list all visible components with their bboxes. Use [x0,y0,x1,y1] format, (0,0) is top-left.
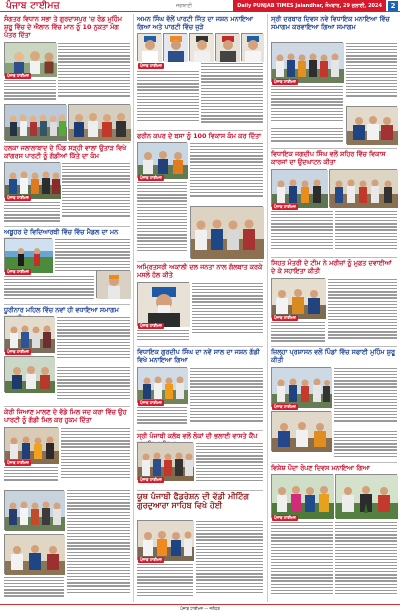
byline-badge: ਪੰਜਾਬ ਟਾਈਮਜ਼ [140,477,162,482]
headline-a4: ਧੂਰੀਨਾਰ ਮਹਿਲ ਵਿੱਚ ਨਵਾਂ ਹੀ ਵਧਾਇਆ ਸਮਾਗਮ [4,306,119,314]
article-photo [346,106,397,144]
article-photo [4,104,66,140]
article-photo [271,474,333,518]
headline-c5: ਵਿਸ਼ੇਸ਼ ਪੌਦਾ ਰੋਪਣ ਦਿਵਸ ਮਨਾਇਆ ਗਿਆ [271,464,370,472]
byline-badge: ਪੰਜਾਬ ਟਾਈਮਜ਼ [7,460,29,465]
headline-c2: ਵਿਧਾਇਕ ਜਗਦੀਪ ਸਿੰਘ ਵਲੋਂ ਸ਼ਹਿਰ ਵਿੱਚ ਵਿਕਾਸ ਕਾਰਜਾਂ ਦਾ ਉਦਘਾਟਨ ਕੀਤਾ [271,150,386,166]
headline-a1: ਸੰਗਤਰ ਵਿਧਾਨ ਸਭਾ ਤੇ ਗੁਰਦਾਸਪੁਰ 'ਚ ਰੋਡ ਮੁਹਿੰਮ ਸ਼ੁਰੂ ਵਿੱਚ ਦੇ ਐਲਾਨ ਵਿੱਚ ਮਾਨ ਨੂੰ 10 ਨੁਕਤਾ ਮੰਗ ਪੱਤਰ ਦਿੱਤਾ [4,15,122,39]
article-text [271,322,325,344]
headline-b1: ਅਮਨ ਸਿੰਘ ਵੱਲੋਂ ਪਾਰਟੀ ਜਿੱਤ ਦਾ ਜਸ਼ਨ ਮਨਾਇਆ ਗਿਆ ਅਤੇ ਪਾਰਟੀ ਵਿੱਚ ਜੁੜੇ [137,15,253,31]
byline-badge: ਪੰਜਾਬ ਟਾਈਮਜ਼ [7,73,29,78]
article-photo [137,520,193,560]
headline-b2: ਫਰੀਨ ਕਪਰ ਦੇ ਬਸਾ ਨੂੰ 100 ਵਿਕਾਸ ਕੰਮ ਕਰ ਦਿੱਤਾ [137,132,261,140]
article-photo [96,270,130,298]
article-text [335,211,397,255]
byline-badge: ਪੰਜਾਬ ਟਾਈਮਜ਼ [274,204,296,209]
article-text [137,182,187,258]
page-number: 2 [388,1,398,11]
headline-c4: ਜ਼ਿਲ੍ਹਾ ਪ੍ਰਸ਼ਾਸਨ ਵਲੋਂ ਪਿੰਡਾਂ ਵਿੱਚ ਸਫਾਈ ਮੁਹਿੰਮ ਸ਼ੁਰੂ ਕੀਤੀ [271,348,395,364]
column-divider [267,14,268,602]
article-divider [4,226,130,227]
article-text [271,522,333,602]
article-text [4,276,94,302]
article-text [271,86,343,126]
article-photo [137,142,187,178]
article-photo [68,104,130,140]
byline-badge: ਪੰਜਾਬ ਟਾਈਮਜ਼ [140,323,162,328]
article-text [271,128,343,146]
headline-b5: ਸ੍ਰੀ ਪੰਜਾਬੀ ਕਲੱਬ ਵਲੋਂ ਲੋਕਾਂ ਦੀ ਭਲਾਈ ਵਾਸਤੇ ਕੈਂਪ [137,432,258,440]
article-text [4,577,64,601]
article-photo [271,367,331,407]
article-divider [271,346,397,347]
article-text [61,428,130,484]
masthead [0,0,400,12]
headline-c3: ਸਿਹਤ ਮੰਤਰੀ ਦੇ ਟੀਮ ਨੇ ਮਰੀਜ਼ਾਂ ਨੂੰ ਮੁਫ਼ਤ ਦਵਾਈਆਂ ਦੇ ਕੇ ਸਹਾਇਤਾ ਕੀਤੀ [271,259,392,275]
article-text [62,163,130,223]
article-photo [4,490,64,530]
article-text [67,490,130,600]
article-photo [329,169,397,207]
headline-b4: ਵਿਧਾਇਕ ਗੁਰਦੀਪ ਸਿੰਘ ਦਾ ਨਵੇਂ ਸਾਲ ਦਾ ਜਸ਼ਨ ਗੱਡੀ ਵਿਖੇ ਮਨਾਇਆ ਗਿਆ [137,348,260,364]
headline-m1: ਯੂਥ ਪੰਜਾਬੀ ਫੈਡਰੇਸ਼ਨ ਦੀ ਵੱਡੀ ਮੀਟਿੰਗ ਗੁਰਦੁਆਰਾ ਸਾਹਿਬ ਵਿਖੇ ਹੋਈ [137,492,249,510]
center-tag: ਜਗਬਾਣੀ [176,3,193,9]
portrait-photo [215,33,239,61]
byline-badge: ਪੰਜਾਬ ਟਾਈਮਜ਼ [140,175,162,180]
article-photo [4,42,56,76]
byline-badge: ਪੰਜਾਬ ਟਾਈਮਜ਼ [7,269,29,274]
article-photo [4,427,58,463]
article-text [137,407,187,427]
article-text [190,368,263,428]
article-text [328,279,397,343]
article-divider [4,304,130,305]
byline-badge: ਪੰਜਾਬ ਟਾਈਮਜ਼ [140,557,162,562]
article-photo [271,42,343,82]
article-text [137,330,189,344]
article-divider [4,142,130,143]
article-divider [4,406,130,407]
article-photo [4,238,52,272]
headline-a2: ਹਲਕਾ ਜਲਾਲਾਬਾਦ ਦੇ ਪਿੰਡ ਸੜ੍ਹੀ ਵਾਲਾ ਉਤਾੜ ਵਿਖੇ ਕਾਂਗਰਸ ਪਾਰਟੀ ਨੂੰ ਗੱਡੀਆਂ ਕਿੱਤੇ ਦਾ ਕੰਮ [4,144,127,160]
portrait-photo [241,33,263,61]
article-text [334,368,397,428]
article-text [58,43,130,103]
article-photo [271,278,325,318]
article-photo [137,367,187,403]
byline-badge: ਪੰਜਾਬ ਟਾਈਮਜ਼ [140,400,162,405]
article-divider [137,261,263,262]
headline-a3: ਅਬੂਹਰ ਦੇ ਵਿਦਿਆਰਥੀ ਵਿੱਚ ਵਿੱਚ ਮੈਡਲ ਦਾ ਮਨ [4,228,119,236]
byline-badge: ਪੰਜਾਬ ਟਾਈਮਜ਼ [274,515,296,520]
article-divider [137,130,263,131]
byline-badge: ਪੰਜਾਬ ਟਾਈਮਜ਼ [7,195,29,200]
article-text [346,43,397,103]
article-text [57,317,130,365]
article-photo [137,282,189,326]
headline-b3: ਅਮ੍ਰਿਤਸਰੀ ਅਕਾਲੀ ਦਲ ਜਨਤਾ ਨਾਲ ਗੱਲਬਾਤ ਕਰਕੇ ਮਸਲੇ ਹੱਲ ਕੀਤੇ [137,263,263,279]
byline-badge: ਪੰਜਾਬ ਟਾਈਮਜ਼ [274,404,296,409]
article-text [4,467,58,485]
article-divider [137,430,263,431]
portrait-photo [137,33,161,61]
article-photo [4,356,54,392]
article-photo [4,316,54,352]
portrait-photo [189,33,213,61]
article-divider [271,148,397,149]
article-photo [4,534,64,574]
article-text [271,211,333,255]
newspaper-title: ਪੰਜਾਬ ਟਾਈਮਜ਼ [6,1,60,11]
page-footer: ਪੰਜਾਬ ਟਾਈਮਜ਼ — ਜਲੰਧਰ [0,604,400,612]
article-photo [335,474,397,518]
byline-badge: ਪੰਜਾਬ ਟਾਈਮਜ਼ [274,79,296,84]
byline-badge: ਪੰਜਾਬ ਟਾਈਮਜ਼ [7,349,29,354]
article-text [4,80,56,103]
article-text [137,564,193,601]
headline-a5: ਕੇਰੀ ਜਿਆਣ ਮਾਲਣ ਦੇ ਵੱਡੇ ਮਿਲ ਜਦ ਕਰਾ ਵਿੱਚ ਉਹ ਪਾਰਟੀ ਨੂੰ ਗੱਡੀ ਮਿਲ ਕਰ ਹੁਕਮ ਦਿੱਤਾ [4,408,127,424]
headline-c1: ਸ੍ਰੀ ਦਰਬਾਰ ਦਿਵਸ ਨਵੇ ਵਿਧਾਇਕ ਮਨਾਇਆ ਵਿੱਚ ਸਮਾਗਮ ਕਰਵਾਇਆ ਗਿਆ ਸਮਾਗਮ [271,15,390,31]
column-divider [133,14,134,602]
article-divider [271,257,397,258]
portrait-photo [163,33,187,61]
article-divider [271,462,397,463]
article-divider [137,346,263,347]
article-text [137,71,199,127]
dateline: Daily PUNJAB TIMES Jalandhar, ਸੋਮਵਾਰ, 29 ਜੁਲਾਈ, 2024 [233,0,386,12]
byline-badge: ਪੰਜਾਬ ਟਾਈਮਜ਼ [274,315,296,320]
article-photo [271,411,331,451]
article-text [57,367,130,403]
byline-badge: ਪੰਜਾਬ ਟਾਈਮਜ਼ [140,63,162,68]
article-text [190,143,263,203]
article-text [196,521,263,601]
article-photo [4,162,60,198]
article-text [192,283,263,339]
article-photo [190,206,263,258]
article-text [334,431,397,459]
article-text [201,63,263,127]
article-text [335,522,397,602]
article-text [4,202,60,224]
article-text [196,443,263,487]
article-photo [271,169,327,207]
article-divider [137,490,263,491]
article-photo [137,442,193,480]
